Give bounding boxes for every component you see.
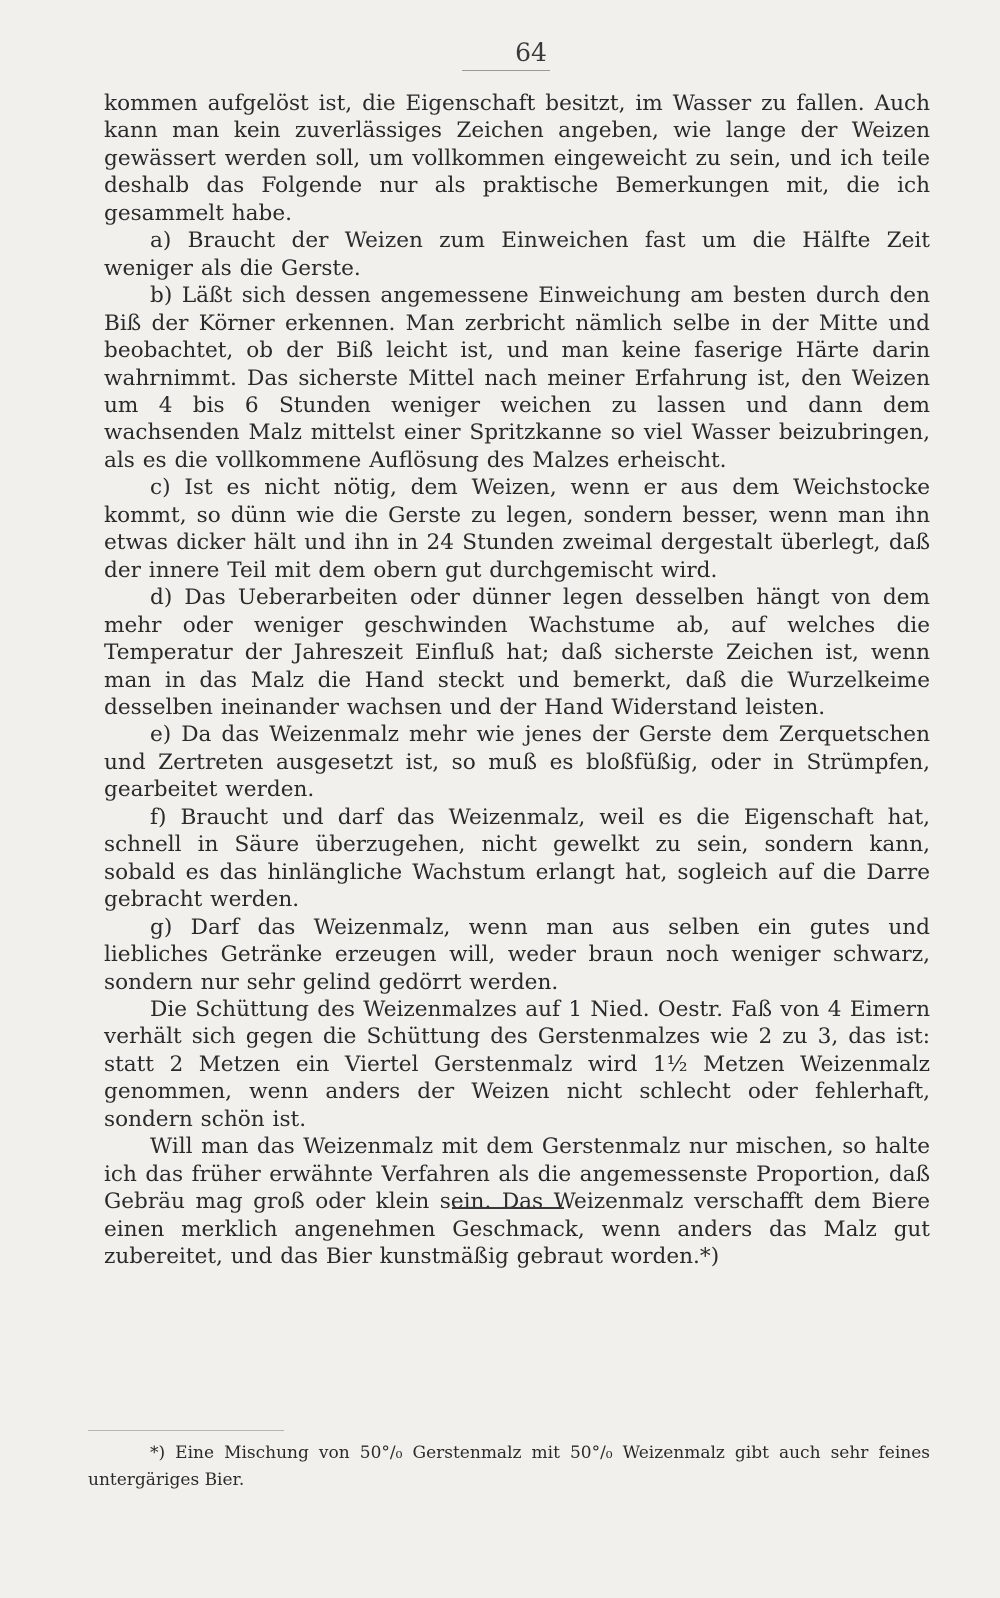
paragraph-b: b) Läßt sich dessen angemessene Einweichung am besten durch den Biß der Körner erkennen. Man zerbricht nämlich selbe in der Mitte und beobachtet, ob der Biß leicht ist, und man keine faserige Härte darin wahrnimmt. Das sicherste Mittel nach meiner Erfahrung ist, den Weizen um 4 bis 6 Stunden weniger weichen zu lassen und dann dem wachsenden Malz mittelst einer Spritzkanne so viel Wasser beizubringen, als es die vollkommene Auflösung des Malzes erheischt.	[104, 283, 930, 473]
footnote-text: *) Eine Mischung von 50°/₀ Gerstenmalz mit 50°/₀ Weizenmalz gibt auch sehr feines untergäriges Bier.	[88, 1443, 930, 1490]
body-text	[104, 90, 930, 1270]
paragraph-c: c) Ist es nicht nötig, dem Weizen, wenn er aus dem Weichstocke kommt, so dünn wie die Gerste zu legen, sondern besser, wenn man ihn etwas dicker hält und ihn in 24 Stunden zweimal dergestalt überlegt, daß der innere Teil mit dem obern gut durchgemischt wird.	[104, 475, 930, 583]
paragraph-continued: kommen aufgelöst ist, die Eigenschaft besitzt, im Wasser zu fallen. Auch kann man kein zuverlässiges Zeichen angeben, wie lange der Weizen gewässert werden soll, um vollkommen eingeweicht zu sein, und ich teile deshalb das Folgende nur als praktische Bemerkungen mit, die ich gesammelt habe.	[104, 91, 930, 226]
footnote	[88, 1440, 930, 1494]
paragraph-mischen: Will man das Weizenmalz mit dem Gerstenmalz nur mischen, so halte ich das früher erwähnte Verfahren als die angemessenste Proportion, daß Gebräu mag groß oder klein sein. Das Weizenmalz verschafft dem Biere einen merklich angenehmen Geschmack, wenn anders das Malz gut zubereitet, und das Bier kunstmäßig gebraut worden.*)	[104, 1134, 930, 1270]
paragraph-g: g) Darf das Weizenmalz, wenn man aus selben ein gutes und liebliches Getränke erzeugen will, weder braun noch weniger schwarz, sondern nur sehr gelind gedörrt werden.	[104, 914, 930, 995]
page-number-rule	[462, 70, 550, 71]
footnote-rule	[88, 1430, 284, 1431]
section-end-rule	[452, 1207, 564, 1209]
paragraph-a: a) Braucht der Weizen zum Einweichen fast um die Hälfte Zeit weniger als die Gerste.	[104, 228, 930, 281]
paragraph-e: e) Da das Weizenmalz mehr wie jenes der Gerste dem Zerquetschen und Zertreten ausgesetzt ist, so muß es bloßfüßig, oder in Strümpfen, gearbeitet werden.	[104, 722, 930, 803]
paragraph-d: d) Das Ueberarbeiten oder dünner legen desselben hängt von dem mehr oder weniger geschwinden Wachstume ab, auf welches die Temperatur der Jahreszeit Einfluß hat; daß sicherste Zeichen ist, wenn man in das Malz die Hand steckt und bemerkt, daß die Wurzelkeime desselben ineinander wachsen und der Hand Widerstand leisten.	[104, 585, 930, 720]
paragraph-f: f) Braucht und darf das Weizenmalz, weil es die Eigenschaft hat, schnell in Säure überzugehen, nicht gewelkt zu sein, sondern kann, sobald es das hinlängliche Wachstum erlangt hat, sogleich auf die Darre gebracht werden.	[104, 804, 930, 913]
paragraph-schuettung: Die Schüttung des Weizenmalzes auf 1 Nied. Oestr. Faß von 4 Eimern verhält sich gegen die Schüttung des Gerstenmalzes wie 2 zu 3, das ist: statt 2 Metzen ein Viertel Gerstenmalz wird 1½ Metzen Weizenmalz genommen, wenn anders der Weizen nicht schlecht oder fehlerhaft, sondern schön ist.	[104, 996, 930, 1132]
page-number: 64	[515, 38, 547, 67]
